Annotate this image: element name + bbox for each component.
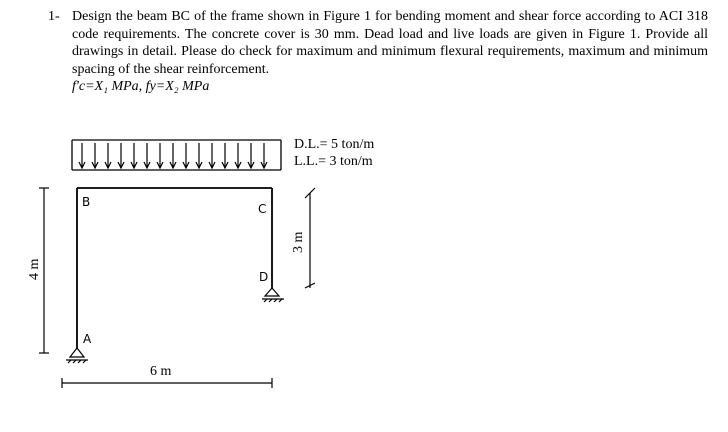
node-d-label: D [259, 270, 269, 284]
height-3m-label: 3 m [291, 231, 306, 253]
support-d [262, 288, 284, 302]
material-formula: f'c=X₁ MPa, fy=X₂ MPa [72, 79, 210, 94]
live-load-label: L.L.= 3 ton/m [294, 154, 373, 169]
support-a [66, 348, 88, 363]
dead-load-label: D.L.= 5 ton/m [294, 137, 375, 152]
node-a-label: A [83, 332, 92, 346]
span-6m-label: 6 m [150, 364, 172, 379]
question-text: Design the beam BC of the frame shown in Figure 1 for bending moment and shear force according to ACI 318 code requirements. The concrete cover is 30 mm. Dead load and live loads are given in Figure 1. Provide all drawings in detail. Please do check for maximum and minimum flexural requirements, maximum and minimum spacing of the shear reinforcement. [72, 9, 708, 77]
node-c-label: C [258, 202, 267, 216]
question-number: 1- [48, 9, 60, 24]
load-arrows [79, 143, 267, 168]
dimension-lines [39, 188, 315, 388]
node-b-label: B [82, 195, 91, 209]
frame-members [77, 188, 272, 348]
height-4m-label: 4 m [27, 258, 42, 280]
